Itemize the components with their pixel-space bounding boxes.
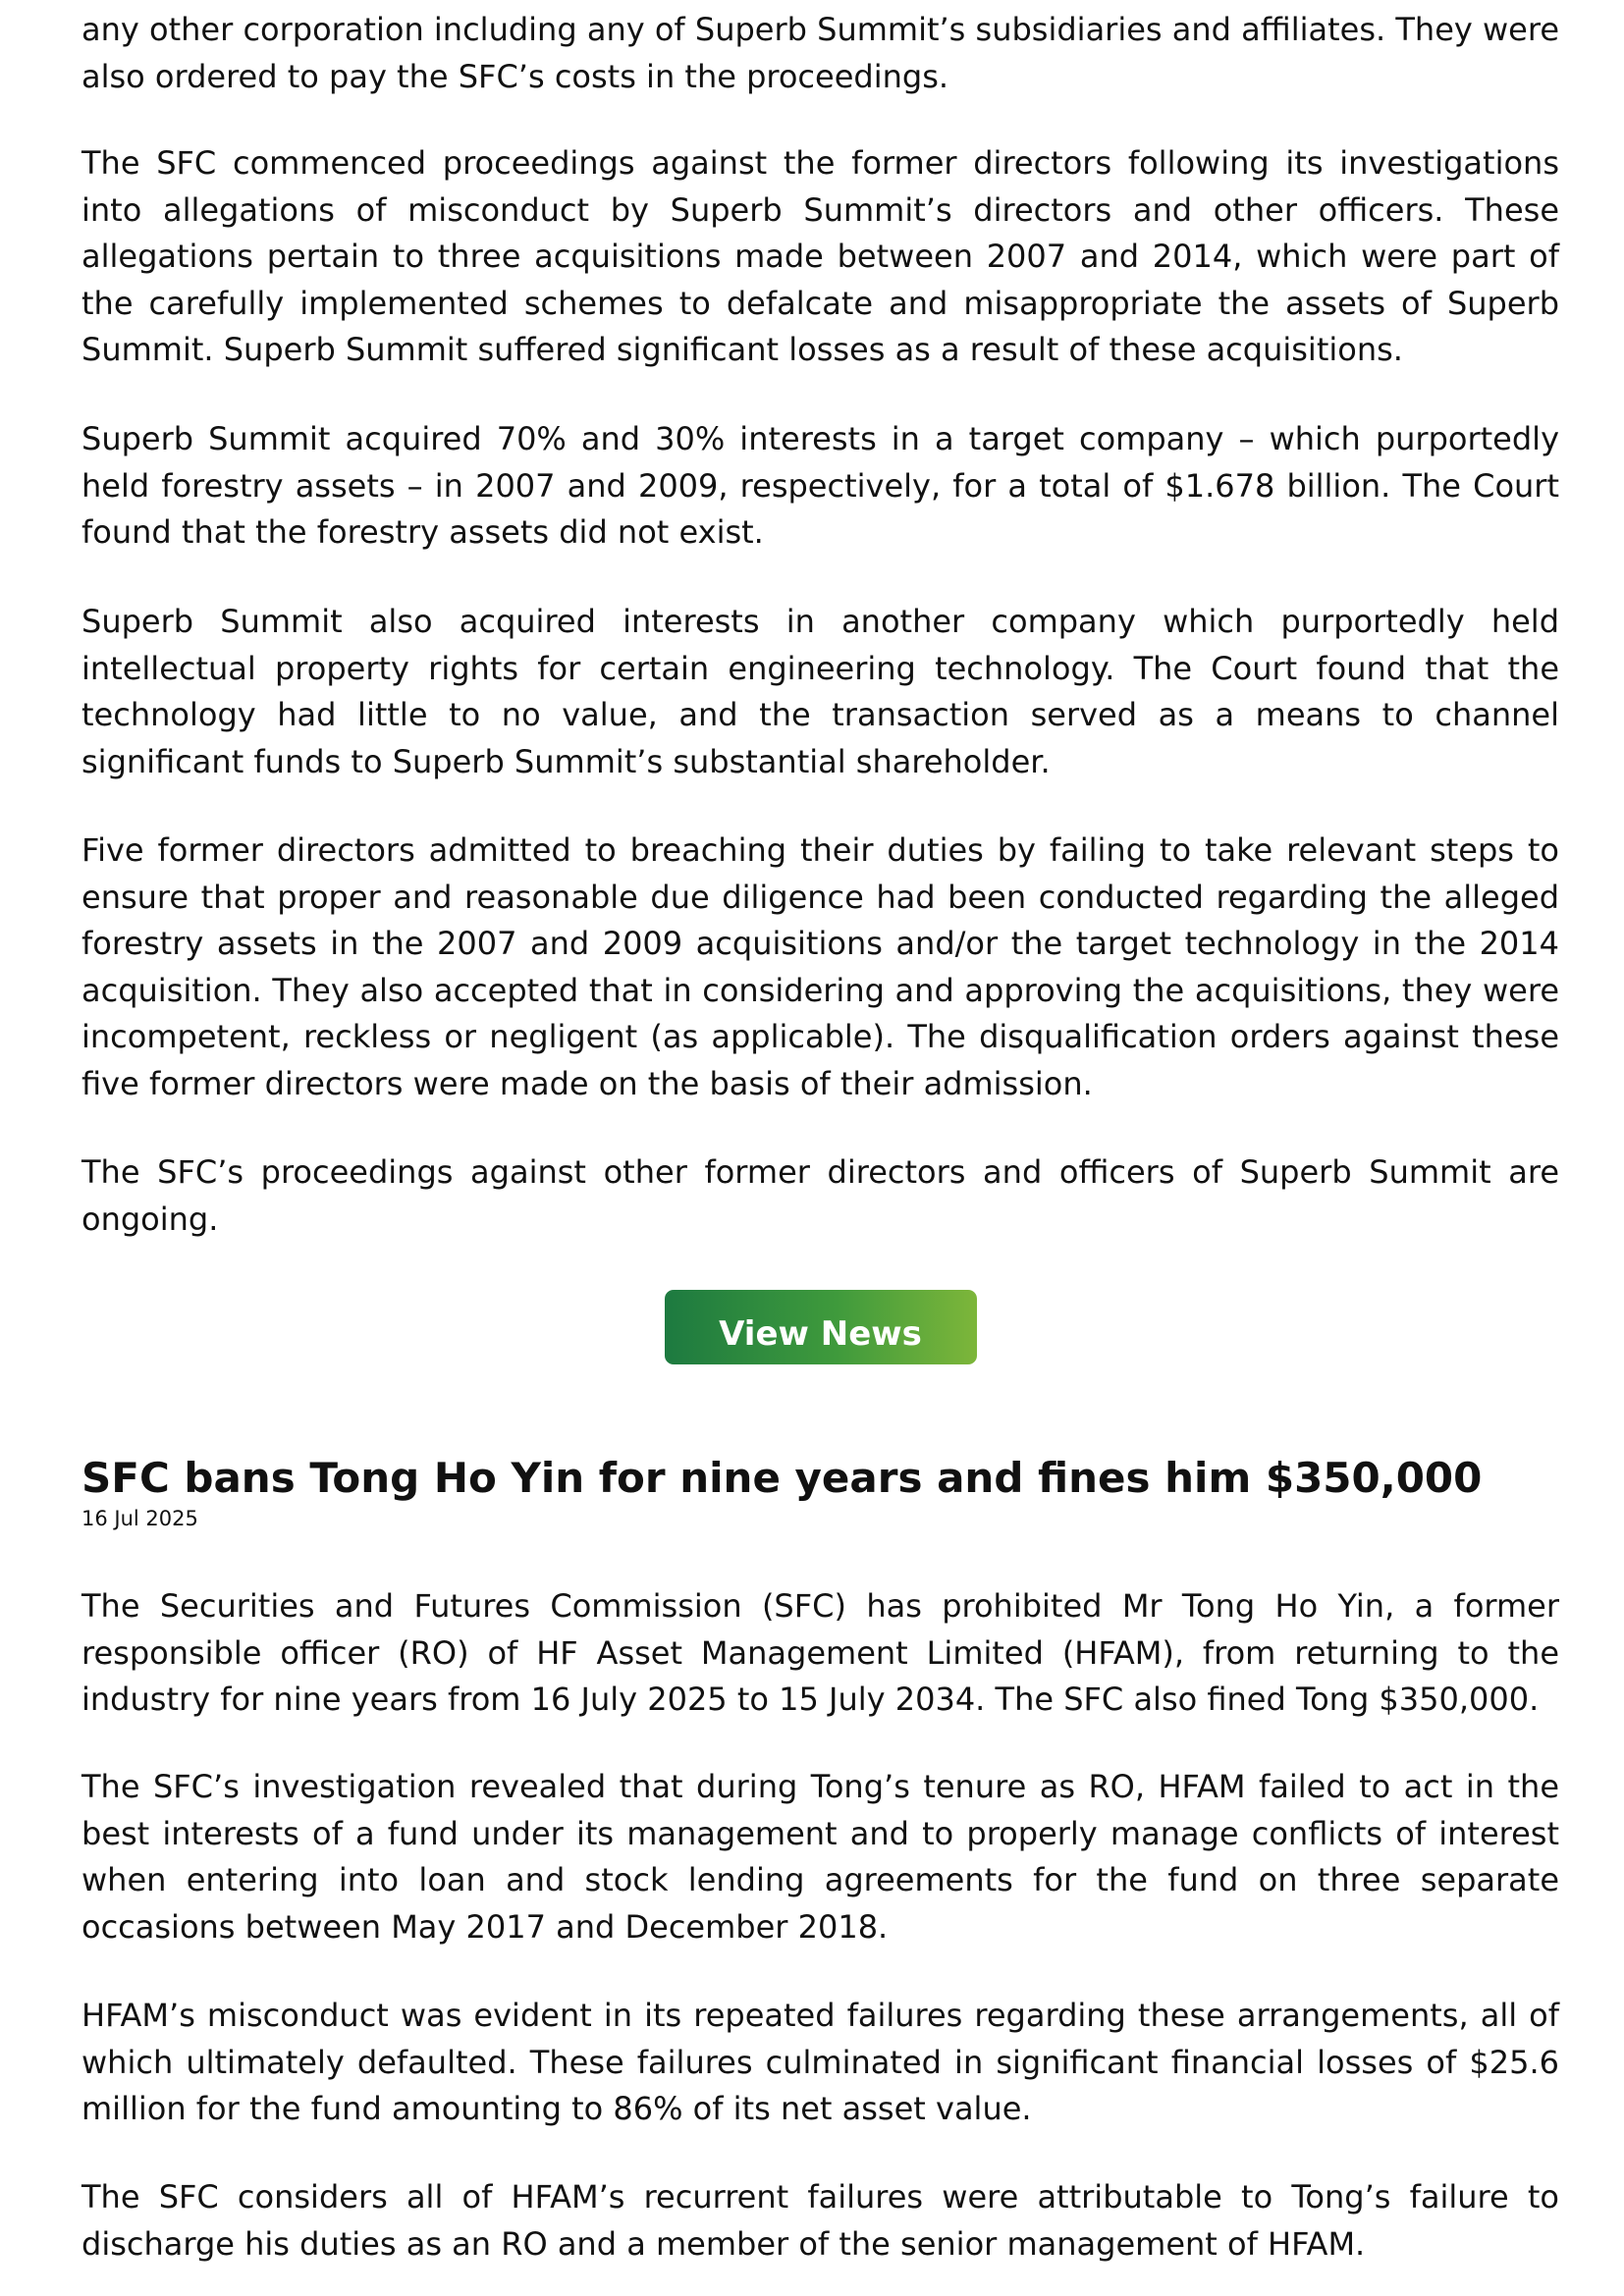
article1-paragraph-4: Superb Summit also acquired interests in another company which purportedly held intellectual property rights for certain engineering technology. The Court found that the technology had little to no value, and the transaction served as a means to channel significant funds to Superb Summit’s substantial shareholder. — [81, 603, 1559, 780]
article2-paragraph-3: HFAM’s misconduct was evident in its repeated failures regarding these arrangements, all of which ultimately defaulted. These failures culminated in significant financial losses of $25.6 million for the fund amounting to 86% of its net asset value. — [81, 1997, 1559, 2127]
article2-date: 16 Jul 2025 — [81, 1507, 198, 1530]
article2-title: SFC bans Tong Ho Yin for nine years and fines him $350,000 — [81, 1454, 1483, 1502]
article1-paragraph-6: The SFC’s proceedings against other former directors and officers of Superb Summit are ongoing. — [81, 1153, 1559, 1238]
article2-paragraph-1: The Securities and Futures Commission (SFC) has prohibited Mr Tong Ho Yin, a former responsible officer (RO) of HF Asset Management Limited (HFAM), from returning to the industry for nine years from 16 July 2025 to 15 July 2034. The SFC also fined Tong $350,000. — [81, 1587, 1559, 1718]
view-news-container — [81, 1290, 1559, 1364]
article1-paragraph-5: Five former directors admitted to breaching their duties by failing to take relevant steps to ensure that proper and reasonable due diligence had been conducted regarding the alleged forestry assets in the 2007 and 2009 acquisitions and/or the target technology in the 2014 acquisition. They also accepted that in considering and approving the acquisitions, they were incompetent, reckless or negligent (as applicable). The disqualification orders against these five former directors were made on the basis of their admission. — [81, 831, 1559, 1102]
article1-paragraph-1: any other corporation including any of Superb Summit’s subsidiaries and affiliates. They were also ordered to pay the SFC’s costs in the proceedings. — [81, 11, 1559, 95]
view-news-button[interactable]: View News — [665, 1290, 977, 1364]
article1-paragraph-2: The SFC commenced proceedings against the former directors following its investigations into allegations of misconduct by Superb Summit’s directors and other officers. These allegations pertain to three acquisitions made between 2007 and 2014, which were part of the carefully implemented schemes to defalcate and misappropriate the assets of Superb Summit. Superb Summit suffered significant losses as a result of these acquisitions. — [81, 144, 1559, 368]
article1-paragraph-3: Superb Summit acquired 70% and 30% interests in a target company – which purportedly held forestry assets – in 2007 and 2009, respectively, for a total of $1.678 billion. The Court found that the forestry assets did not exist. — [81, 420, 1559, 551]
article2-paragraph-2: The SFC’s investigation revealed that during Tong’s tenure as RO, HFAM failed to act in the best interests of a fund under its management and to properly manage conflicts of interest when entering into loan and stock lending agreements for the fund on three separate occasions between May 2017 and December 2018. — [81, 1768, 1559, 1946]
article2-paragraph-4: The SFC considers all of HFAM’s recurrent failures were attributable to Tong’s failure to discharge his duties as an RO and a member of the senior management of HFAM. — [81, 2178, 1559, 2263]
